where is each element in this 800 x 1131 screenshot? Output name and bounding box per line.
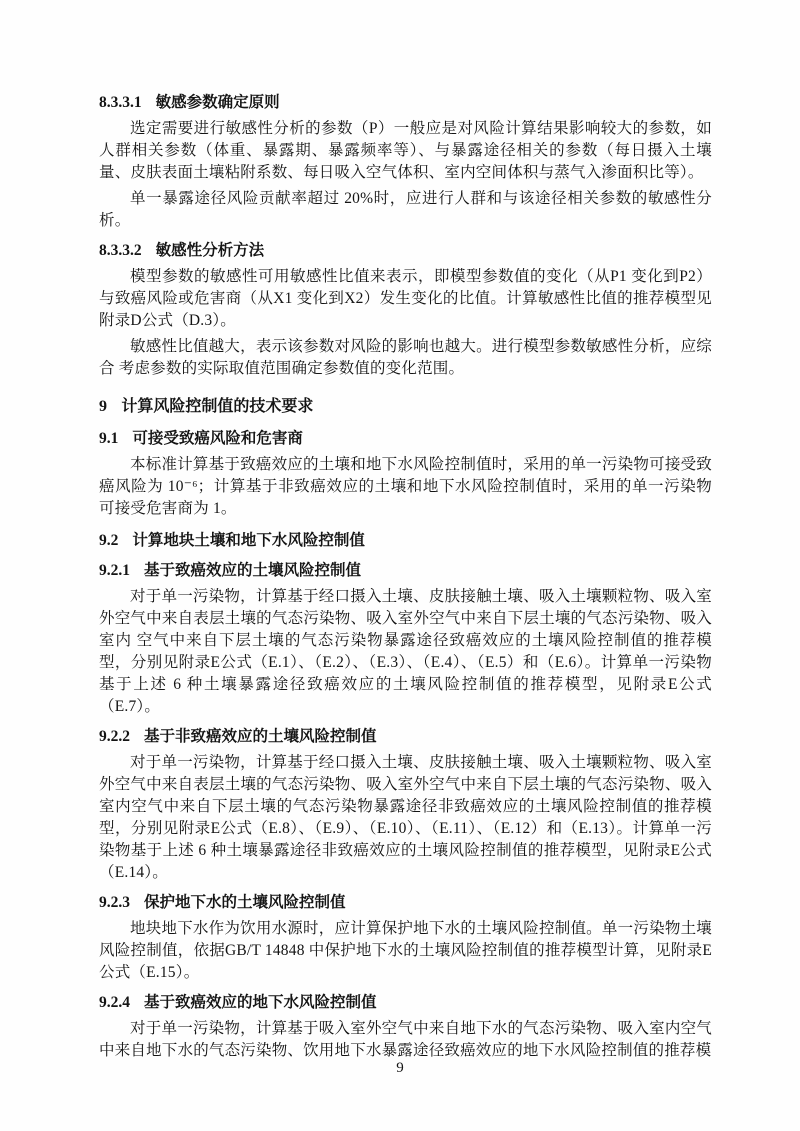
heading-title: 可接受致癌风险和危害商 (132, 430, 303, 447)
section-heading-8-3-3-1 (99, 92, 712, 114)
body-paragraph: 选定需要进行敏感性分析的参数（P）一般应是对风险计算结果影响较大的参数，如人群相关参数（体重、暴露期、暴露频率等）、与暴露途径相关的参数（每日摄入土壤量、皮肤表面土壤粘附系数、每日吸入空气体积、室内空间体积与蒸气入渗面积比等）。 (99, 120, 712, 181)
heading-number: 9.2.3 (99, 894, 130, 911)
heading-number: 8.3.3.1 (99, 94, 142, 111)
section-heading-9-2-2 (99, 726, 712, 748)
body-paragraph: 本标准计算基于致癌效应的土壤和地下水风险控制值时，采用的单一污染物可接受致癌风险为 10⁻⁶；计算基于非致癌效应的土壤和地下水风险控制值时，采用的单一污染物可接受危害商为 1。 (99, 456, 712, 517)
document-content (99, 84, 712, 1062)
section-heading-8-3-3-2 (99, 240, 712, 262)
body-paragraph: 敏感性比值越大，表示该参数对风险的影响也越大。进行模型参数敏感性分析，应综合 考虑参数的实际取值范围确定参数值的变化范围。 (99, 338, 712, 377)
body-paragraph: 对于单一污染物，计算基于经口摄入土壤、皮肤接触土壤、吸入土壤颗粒物、吸入室外空气中来自表层土壤的气态污染物、吸入室外空气中来自下层土壤的气态污染物、吸入室内空气中来自下层土壤的气态污染物暴露途径非致癌效应的土壤风险控制值的推荐模型，分别见附录E公式（E.8）、（E.9）、（E.10）、（E.11）、（E.12）和（E.13）。计算单一污染物基于上述 6 种土壤暴露途径非致癌效应的土壤风险控制值的推荐模型，见附录E公式（E.14）。 (99, 754, 712, 881)
section-heading-9-2-3 (99, 892, 712, 914)
heading-title: 计算地块土壤和地下水风险控制值 (132, 532, 365, 549)
heading-number: 8.3.3.2 (99, 242, 142, 259)
heading-title: 基于非致癌效应的土壤风险控制值 (143, 728, 377, 745)
heading-title: 敏感性分析方法 (155, 242, 265, 259)
heading-title: 基于致癌效应的土壤风险控制值 (143, 562, 361, 579)
heading-title: 保护地下水的土壤风险控制值 (143, 894, 346, 911)
heading-number: 9.2 (99, 532, 119, 549)
heading-number: 9 (99, 398, 107, 415)
section-heading-9 (99, 396, 712, 418)
heading-number: 9.1 (99, 430, 119, 447)
heading-number: 9.2.4 (99, 994, 130, 1011)
heading-title: 基于致癌效应的地下水风险控制值 (143, 994, 377, 1011)
body-paragraph: 对于单一污染物，计算基于吸入室外空气中来自地下水的气态污染物、吸入室内空气中来自地下水的气态污染物、饮用地下水暴露途径致癌效应的地下水风险控制值的推荐模 (99, 1020, 712, 1059)
heading-title: 敏感参数确定原则 (155, 94, 280, 111)
heading-number: 9.2.2 (99, 728, 130, 745)
section-heading-9-2 (99, 530, 712, 552)
section-heading-9-1 (99, 428, 712, 450)
section-heading-9-2-4 (99, 992, 712, 1014)
page-number: 9 (396, 1060, 404, 1076)
body-paragraph: 地块地下水作为饮用水源时，应计算保护地下水的土壤风险控制值。单一污染物土壤风险控制值，依据GB/T 14848 中保护地下水的土壤风险控制值的推荐模型计算，见附录E公式（E.15）。 (99, 920, 712, 981)
section-heading-9-2-1 (99, 560, 712, 582)
body-paragraph: 单一暴露途径风险贡献率超过 20%时，应进行人群和与该途径相关参数的敏感性分析。 (99, 190, 712, 229)
heading-title: 计算风险控制值的技术要求 (121, 398, 314, 415)
body-paragraph: 模型参数的敏感性可用敏感性比值来表示，即模型参数值的变化（从P1 变化到P2）与致癌风险或危害商（从X1 变化到X2）发生变化的比值。计算敏感性比值的推荐模型见附录D公式（D.3）。 (99, 268, 712, 329)
body-paragraph: 对于单一污染物，计算基于经口摄入土壤、皮肤接触土壤、吸入土壤颗粒物、吸入室外空气中来自表层土壤的气态污染物、吸入室外空气中来自下层土壤的气态污染物、吸入室内 空气中来自下层土壤的气态污染物暴露途径致癌效应的土壤风险控制值的推荐模型，分别见附录E公式（E.1）、（E.2）、（E.3）、（E.4）、（E.5）和（E.6）。计算单一污染物基于上述 6 种土壤暴露途径致癌效应的土壤风险控制值的推荐模型，见附录E公式（E.7）。 (99, 588, 712, 715)
heading-number: 9.2.1 (99, 562, 130, 579)
